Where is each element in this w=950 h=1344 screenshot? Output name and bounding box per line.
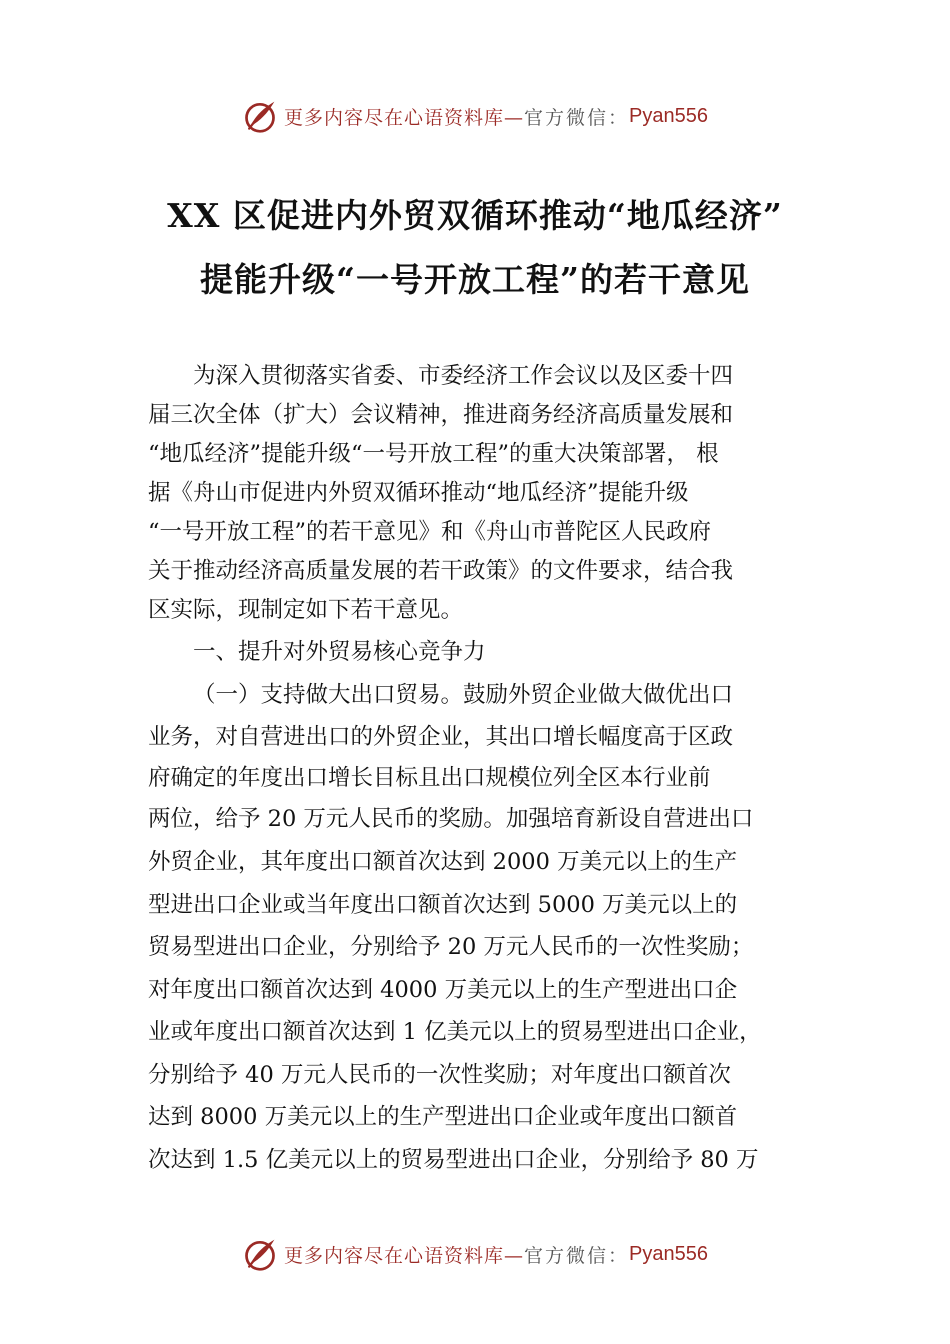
banner-wechat-label: 官方微信：	[524, 106, 630, 129]
banner-text: 更多内容尽在心语资料库—	[284, 1244, 525, 1267]
body-line: 型进出口企业或当年度出口额首次达到 5000 万美元以上的	[148, 892, 738, 918]
body-line: 关于推动经济高质量发展的若干政策》的文件要求，结合我	[148, 558, 734, 584]
body-line: （一）支持做大出口贸易。鼓励外贸企业做大做优出口	[193, 682, 734, 708]
body-line: 外贸企业，其年度出口额首次达到 2000 万美元以上的生产	[148, 849, 738, 875]
body-line: 业务，对自营进出口的外贸企业，其出口增长幅度高于区政	[148, 724, 734, 750]
body-line: 届三次全体（扩大）会议精神，推进商务经济高质量发展和	[148, 402, 734, 428]
body-line: 为深入贯彻落实省委、市委经济工作会议以及区委十四	[193, 363, 734, 389]
banner-wechat-label: 官方微信：	[524, 1244, 630, 1267]
body-line: 对年度出口额首次达到 4000 万美元以上的生产型进出口企	[148, 977, 738, 1003]
banner-wechat-id: Pyan556	[629, 104, 708, 127]
footer-banner	[0, 1232, 950, 1276]
banner-text: 更多内容尽在心语资料库—	[284, 106, 525, 129]
document-title-line-1: XX 区促进内外贸双循环推动“地瓜经济”	[167, 196, 783, 235]
banner-wechat-id: Pyan556	[629, 1242, 708, 1265]
document-title-line-2: 提能升级“一号开放工程”的若干意见	[200, 260, 750, 299]
quill-logo-icon	[242, 1236, 278, 1272]
body-line: 达到 8000 万美元以上的生产型进出口企业或年度出口额首	[148, 1104, 738, 1130]
header-banner	[0, 94, 950, 138]
body-line: “地瓜经济”提能升级“一号开放工程”的重大决策部署， 根	[148, 441, 719, 467]
body-line: “一号开放工程”的若干意见》和《舟山市普陀区人民政府	[148, 519, 712, 545]
quill-logo-icon	[242, 98, 278, 134]
body-line: 业或年度出口额首次达到 1 亿美元以上的贸易型进出口企业，	[148, 1019, 762, 1045]
body-line: 府确定的年度出口增长目标且出口规模位列全区本行业前	[148, 765, 711, 791]
section-heading: 一、提升对外贸易核心竞争力	[193, 639, 486, 665]
body-line: 分别给予 40 万元人民币的一次性奖励；对年度出口额首次	[148, 1062, 731, 1088]
body-line: 贸易型进出口企业，分别给予 20 万元人民币的一次性奖励；	[148, 934, 754, 960]
body-line: 次达到 1.5 亿美元以上的贸易型进出口企业，分别给予 80 万	[148, 1147, 759, 1173]
body-line: 两位，给予 20 万元人民币的奖励。加强培育新设自营进出口	[148, 806, 754, 832]
body-line: 据《舟山市促进内外贸双循环推动“地瓜经济”提能升级	[148, 480, 689, 506]
body-line: 区实际，现制定如下若干意见。	[148, 597, 464, 623]
